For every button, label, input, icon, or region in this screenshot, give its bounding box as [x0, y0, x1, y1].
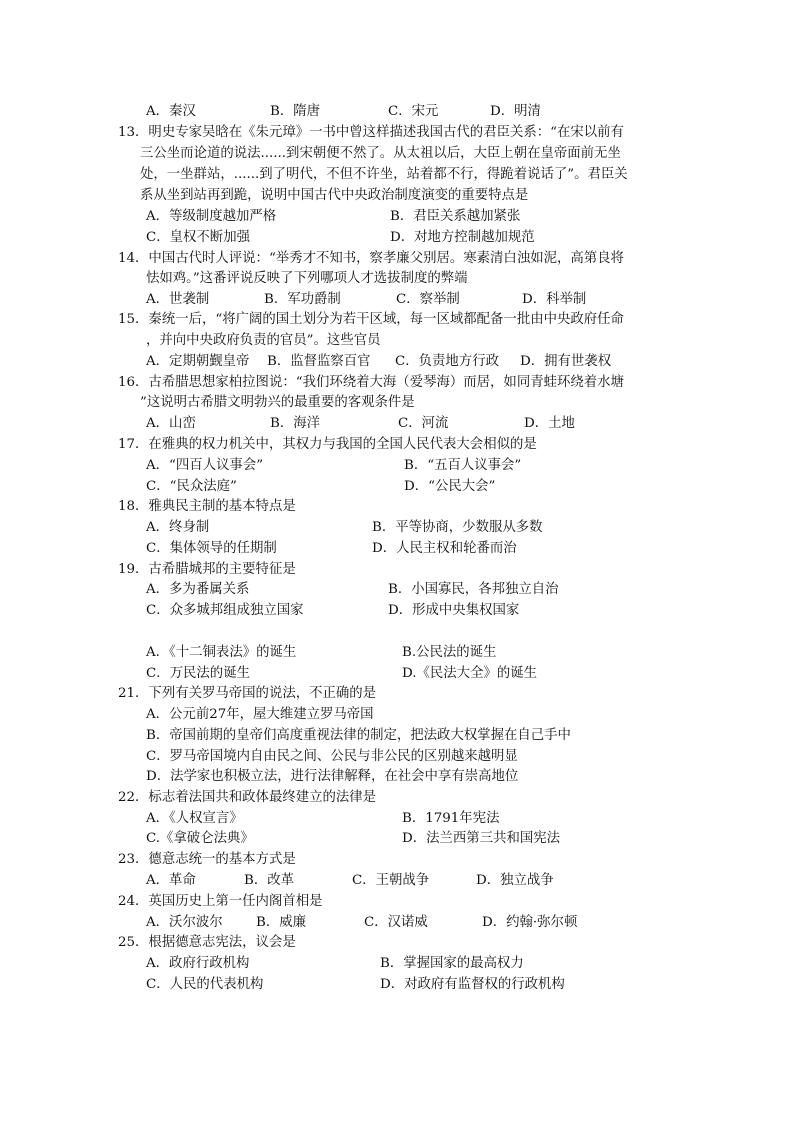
q18-option-b: B．平等协商，少数服从多数 — [372, 520, 543, 535]
q13-option-a: A．等级制度越加严格 — [146, 209, 277, 224]
q17-option-a: A．“四百人议事会” — [146, 458, 264, 473]
q13-stem-line-2: 三公坐而论道的说法......到宋朝便不然了。从太祖以后，大臣上朝在皇帝面前无坐 — [140, 146, 621, 161]
q23-option-c: C．王朝战争 — [352, 873, 430, 888]
q24-option-d: D．约翰·弥尔顿 — [482, 915, 578, 930]
q21-option-c: C．罗马帝国境内自由民之间、公民与非公民的区别越来越明显 — [146, 749, 518, 764]
q21-option-a: A．公元前27年，屋大维建立罗马帝国 — [146, 707, 374, 722]
q22-option-b: B．1791年宪法 — [402, 811, 500, 826]
q16-stem-line-2: ”这说明古希腊文明勃兴的最重要的客观条件是 — [140, 395, 415, 410]
q19-option-a: A．多为番属关系 — [146, 582, 250, 597]
q22-option-c: C.《拿破仑法典》 — [146, 831, 254, 846]
q23-option-b: B．改革 — [244, 873, 295, 888]
q22-option-d: D．法兰西第三共和国宪法 — [402, 831, 561, 846]
q16-option-a: A．山峦 — [146, 416, 196, 431]
q25-option-a: A．政府行政机构 — [146, 956, 250, 971]
q13-option-d: D．对地方控制越加规范 — [390, 230, 535, 245]
q13-stem-line-3: 处，一坐群站，......到了明代，不但不许坐，站着都不行，得跪着说话了”。君臣关 — [140, 167, 628, 182]
q17-stem: 17．在雅典的权力机关中，其权力与我国的全国人民代表大会相似的是 — [118, 437, 537, 452]
q15-option-c: C．负责地方行政 — [395, 354, 499, 369]
q17-option-b: B．“五百人议事会” — [404, 458, 522, 473]
q13-stem-line-4: 系从坐到站再到跪，说明中国古代中央政治制度演变的重要特点是 — [140, 188, 529, 203]
q23-option-d: D．独立战争 — [476, 873, 554, 888]
q24-stem: 24．英国历史上第一任内阁首相是 — [118, 894, 323, 909]
q15-stem-line-2: ，并向中央政府负责的官员”。这些官员 — [146, 333, 381, 348]
q19-option-d: D．形成中央集权国家 — [388, 603, 520, 618]
q19-option-c: C．众多城邦组成独立国家 — [146, 603, 304, 618]
q18-option-d: D．人民主权和轮番而治 — [372, 541, 517, 556]
q15-stem-line-1: 15．秦统一后，“将广阔的国土划分为若干区域，每一区域都配备一批由中央政府任命 — [118, 312, 624, 327]
q13-option-c: C．皇权不断加强 — [146, 230, 250, 245]
q18-option-a: A．终身制 — [146, 520, 210, 535]
q12-option-a: A．秦汉 — [146, 104, 196, 119]
q14-option-d: D．科举制 — [522, 292, 587, 307]
q16-option-b: B．海洋 — [270, 416, 321, 431]
q16-option-d: D．土地 — [524, 416, 575, 431]
q22-option-a: A．《人权宣言》 — [146, 811, 243, 826]
q14-option-b: B．军功爵制 — [264, 292, 341, 307]
q13-stem-line-1: 13．明史专家吴晗在《朱元璋》一书中曾这样描述我国古代的君臣关系：“在宋以前有 — [118, 125, 624, 140]
q24-option-a: A．沃尔波尔 — [146, 915, 223, 930]
q12-option-b: B．隋唐 — [270, 104, 321, 119]
q12-option-c: C．宋元 — [388, 104, 439, 119]
q18-option-c: C．集体领导的任期制 — [146, 541, 277, 556]
q19-stem: 19．古希腊城邦的主要特征是 — [118, 562, 296, 577]
q23-stem: 23．德意志统一的基本方式是 — [118, 852, 296, 867]
q17-option-c: C．“民众法庭” — [146, 479, 237, 494]
q25-option-c: C．人民的代表机构 — [146, 977, 264, 992]
q18-stem: 18．雅典民主制的基本特点是 — [118, 499, 296, 514]
q15-option-b: B．监督监察百官 — [267, 354, 371, 369]
q20-option-b: B.公民法的诞生 — [402, 645, 497, 660]
q23-option-a: A．革命 — [146, 873, 196, 888]
q19-option-b: B．小国寡民，各邦独立自治 — [388, 582, 559, 597]
q21-stem: 21．下列有关罗马帝国的说法，不正确的是 — [118, 686, 377, 701]
q22-stem: 22．标志着法国共和政体最终建立的法律是 — [118, 790, 377, 805]
q24-option-b: B．威廉 — [256, 915, 307, 930]
q12-option-d: D．明清 — [490, 104, 541, 119]
q14-stem-line-2: 怯如鸡。”这番评说反映了下列哪项人才选拔制度的弊端 — [146, 271, 468, 286]
q25-option-d: D．对政府有监督权的行政机构 — [380, 977, 565, 992]
q14-stem-line-1: 14．中国古代时人评说：“举秀才不知书，察孝廉父别居。寒素清白浊如泥，高第良将 — [118, 251, 624, 266]
q16-stem-line-1: 16．古希腊思想家柏拉图说：“我们环绕着大海（爱琴海）而居，如同青蛙环绕着水塘 — [118, 375, 624, 390]
q24-option-c: C．汉诺威 — [364, 915, 428, 930]
q16-option-c: C．河流 — [398, 416, 449, 431]
q13-option-b: B．君臣关系越加紧张 — [390, 209, 521, 224]
q25-option-b: B．掌握国家的最高权力 — [380, 956, 524, 971]
q21-option-b: B．帝国前期的皇帝们高度重视法律的制定，把法政大权掌握在自己手中 — [146, 728, 571, 743]
q15-option-d: D．拥有世袭权 — [520, 354, 612, 369]
q21-option-d: D．法学家也积极立法，进行法律解释，在社会中享有崇高地位 — [146, 769, 519, 784]
q15-option-a: A．定期朝觐皇帝 — [146, 354, 250, 369]
q20-option-c: C．万民法的诞生 — [146, 666, 250, 681]
q20-option-d: D.《民法大全》的诞生 — [402, 666, 538, 681]
q25-stem: 25．根据德意志宪法，议会是 — [118, 935, 296, 950]
q17-option-d: D．“公民大会” — [404, 479, 496, 494]
q20-option-a: A．《十二铜表法》的诞生 — [146, 645, 297, 660]
q14-option-a: A．世袭制 — [146, 292, 210, 307]
q14-option-c: C．察举制 — [396, 292, 460, 307]
